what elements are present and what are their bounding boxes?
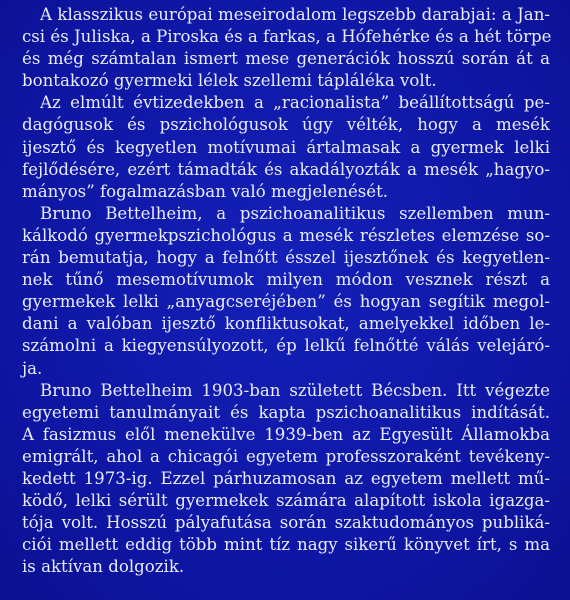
text-line: is aktívan dolgozik. xyxy=(22,557,185,577)
paragraph-bettelheim-thesis xyxy=(22,203,550,380)
text-line: mányos” fogalmazásban való megjelenését. xyxy=(22,181,389,201)
text-line: A fasizmus elől menekülve 1939-ben az Egyesült Államokba xyxy=(22,424,550,444)
text-line: gyermekek lelki „anyagcseréjében” és hogyan segítik megol- xyxy=(22,292,550,312)
text-line: A klasszikus európai meseirodalom legszebb darabjai: a Jan- xyxy=(40,5,550,24)
text-line: rán bemutatja, hogy a felnőtt ésszel ijesztőnek és kegyetlen- xyxy=(22,248,550,268)
text-line: fejlődésére, ezért támadták és akadályozták a mesék „hagyo- xyxy=(22,159,550,179)
text-line: számolni a kiegyensúlyozott, ép lelkű felnőtté válás velejáró- xyxy=(22,336,550,356)
text-line: kedett 1973-ig. Ezzel párhuzamosan az egyetem mellett mű- xyxy=(22,468,550,488)
text-line: ködő, lelki sérült gyermekek számára alapított iskola igazga- xyxy=(22,491,550,511)
text-line: Bruno Bettelheim, a pszichoanalitikus szellemben mun- xyxy=(40,203,550,223)
text-line: egyetemi tanulmányait és kapta pszichoanalitikus indítását. xyxy=(22,402,550,422)
text-line: csi és Juliska, a Piroska és a farkas, a Hófehérke és a hét törpe xyxy=(22,27,552,47)
text-line: dagógusok és pszichológusok úgy vélték, hogy a mesék xyxy=(22,115,550,135)
paragraph-criticism xyxy=(22,92,550,202)
text-line: ja. xyxy=(22,358,43,378)
text-line: kálkodó gyermekpszichológus a mesék részletes elemzése so- xyxy=(22,225,550,245)
paragraph-author-bio xyxy=(22,380,550,579)
text-line: nek tűnő mesemotívumok milyen módon vesznek részt a xyxy=(22,270,550,290)
text-line: ciói mellett eddig több mint tíz nagy sikerű könyvet írt, s ma xyxy=(22,535,550,555)
paragraph-intro xyxy=(22,4,550,92)
text-line: Bruno Bettelheim 1903-ban született Bécsben. Itt végezte xyxy=(40,380,550,400)
text-line: emigrált, ahol a chicagói egyetem professzoraként tevékeny- xyxy=(22,446,550,466)
text-line: Az elmúlt évtizedekben a „racionalista” beállítottságú pe- xyxy=(40,93,550,113)
text-line: dani a valóban ijesztő konfliktusokat, amelyekkel időben le- xyxy=(22,314,550,334)
text-line: ijesztő és kegyetlen motívumai ártalmasak a gyermek lelki xyxy=(22,137,550,157)
text-line: bontakozó gyermeki lélek szellemi tápláléka volt. xyxy=(22,71,437,91)
text-line: és még számtalan ismert mese generációk hosszú során át a xyxy=(22,49,550,69)
text-line: tója volt. Hosszú pályafutása során szaktudományos publiká- xyxy=(22,513,550,533)
